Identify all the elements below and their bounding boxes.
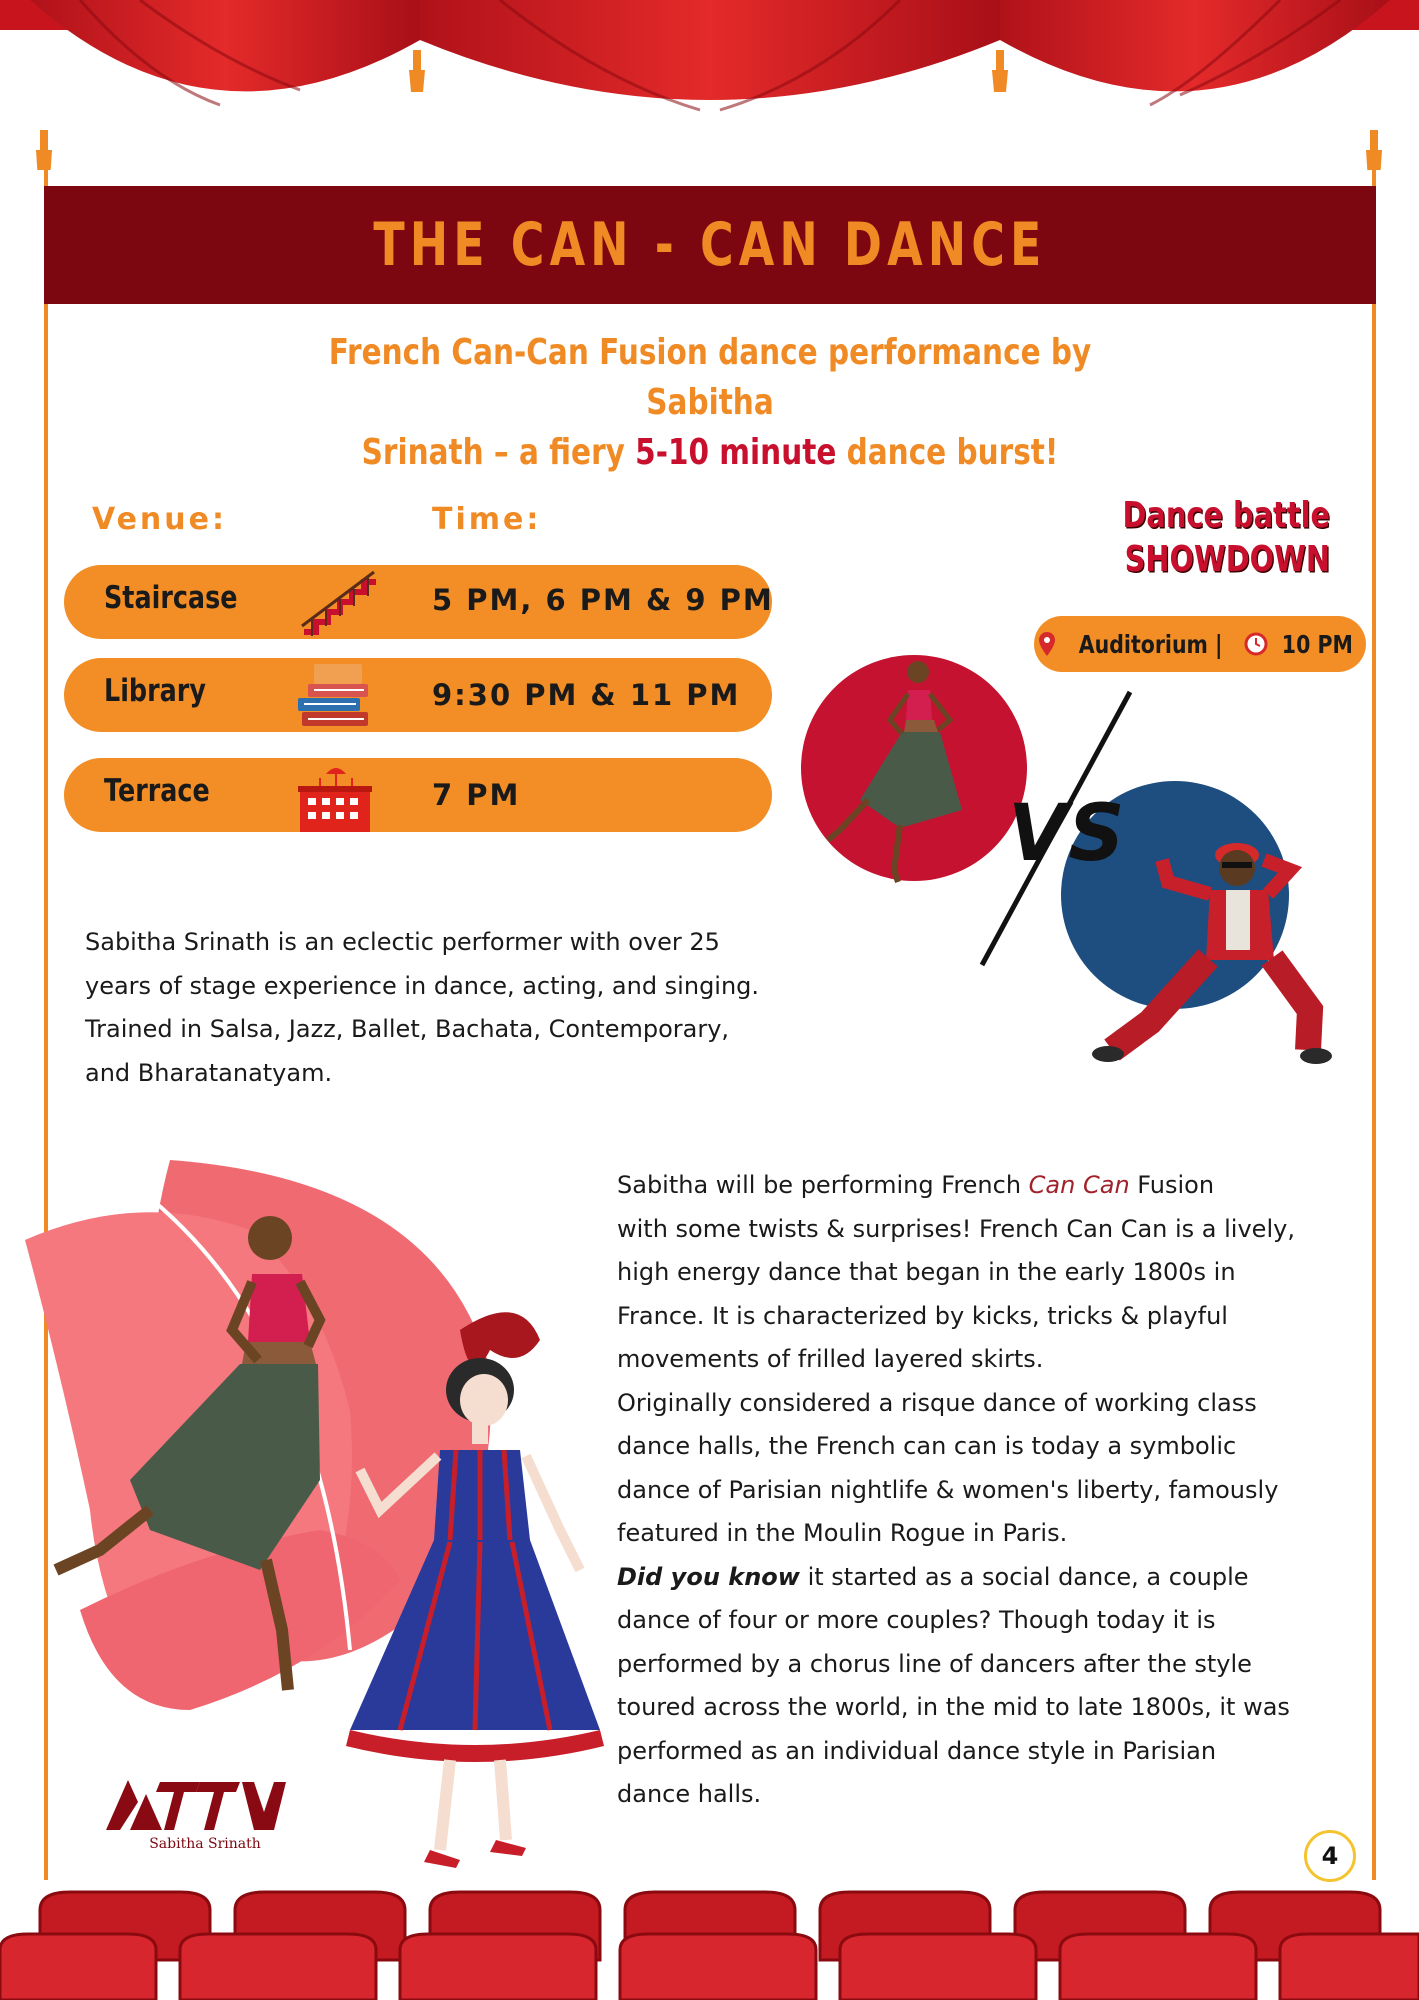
description-line: dance of four or more couples? Though today it is (617, 1606, 1216, 1634)
description-paragraph (617, 1164, 1357, 1817)
can-can-emphasis: Can Can (1028, 1171, 1130, 1199)
terrace-building-icon (296, 756, 374, 834)
page-number: 4 (1304, 1830, 1356, 1882)
battle-location: Auditorium | (1078, 629, 1223, 659)
subtitle-line-2-pre: Srinath – a fiery (361, 432, 636, 473)
time-label: Time: (432, 502, 542, 537)
bio-line: and Bharatanatyam. (85, 1058, 333, 1087)
description-line: Originally considered a risque dance of working class (617, 1388, 1257, 1417)
battle-title-line-2: SHOWDOWN (1124, 539, 1330, 580)
did-you-know: Did you know (617, 1562, 800, 1591)
bio-line: Trained in Salsa, Jazz, Ballet, Bachata, Contemporary, (85, 1015, 730, 1043)
title-banner (44, 186, 1376, 304)
dyk-post: it started as a social dance, a couple (799, 1562, 1249, 1591)
description-line: movements of frilled layered skirts. (617, 1345, 1044, 1373)
time-value: 9:30 PM & 11 PM (432, 678, 741, 712)
books-icon (294, 660, 376, 732)
description-line: high energy dance that began in the early 1800s in (617, 1258, 1236, 1286)
description-line: dance of Parisian nightlife & women's liberty, famously (617, 1475, 1279, 1504)
vs-text: VS (1008, 789, 1125, 879)
venue-name: Staircase (104, 580, 238, 616)
battle-title (1106, 494, 1330, 582)
desc-pre: Sabitha will be performing French (617, 1171, 1029, 1199)
cancan-illustration (20, 1150, 620, 1880)
subtitle-line-1: French Can-Can Fusion dance performance by Sabitha (328, 332, 1092, 423)
dance-battle-illustration (790, 650, 1350, 1110)
page-title: THE CAN - CAN DANCE (373, 210, 1047, 280)
theater-seats (0, 1880, 1419, 2000)
description-line: featured in the Moulin Rogue in Paris. (617, 1519, 1068, 1547)
description-line (617, 1556, 1357, 1600)
venue-name: Library (104, 673, 206, 709)
bio-line: Sabitha Srinath is an eclectic performer with over 25 (85, 928, 720, 956)
time-value: 5 PM, 6 PM & 9 PM (432, 583, 774, 617)
venue-label: Venue: (92, 502, 227, 537)
subtitle-line-2 (292, 428, 1128, 478)
description-line: toured across the world, in the mid to late 1800s, it was (617, 1693, 1290, 1721)
bio-line: years of stage experience in dance, acting, and singing. (85, 971, 760, 1000)
bio-paragraph (85, 921, 845, 1095)
venue-name: Terrace (104, 773, 210, 809)
sabitha-srinath-logo (104, 1772, 294, 1834)
subtitle-line-2-post: dance burst! (836, 432, 1059, 473)
description-line (617, 1164, 1357, 1208)
time-value: 7 PM (432, 778, 521, 812)
description-line: France. It is characterized by kicks, tricks & playful (617, 1301, 1228, 1330)
description-line: dance halls, the French can can is today a symbolic (617, 1432, 1237, 1460)
desc-post: Fusion (1129, 1171, 1215, 1199)
logo-caption: Sabitha Srinath (149, 1836, 261, 1852)
stage-curtain (0, 0, 1419, 170)
battle-title-line-1: Dance battle (1122, 495, 1330, 536)
battle-time: 10 PM (1282, 629, 1354, 659)
description-line: performed by a chorus line of dancers after the style (617, 1649, 1252, 1678)
subtitle (292, 328, 1128, 478)
description-line: dance halls. (617, 1780, 762, 1808)
subtitle-highlight: 5-10 minute (635, 432, 837, 473)
staircase-icon (300, 566, 382, 640)
frame-border-right (1372, 150, 1376, 1900)
description-line: performed as an individual dance style in Parisian (617, 1736, 1217, 1765)
description-line: with some twists & surprises! French Can Can is a lively, (617, 1214, 1295, 1243)
